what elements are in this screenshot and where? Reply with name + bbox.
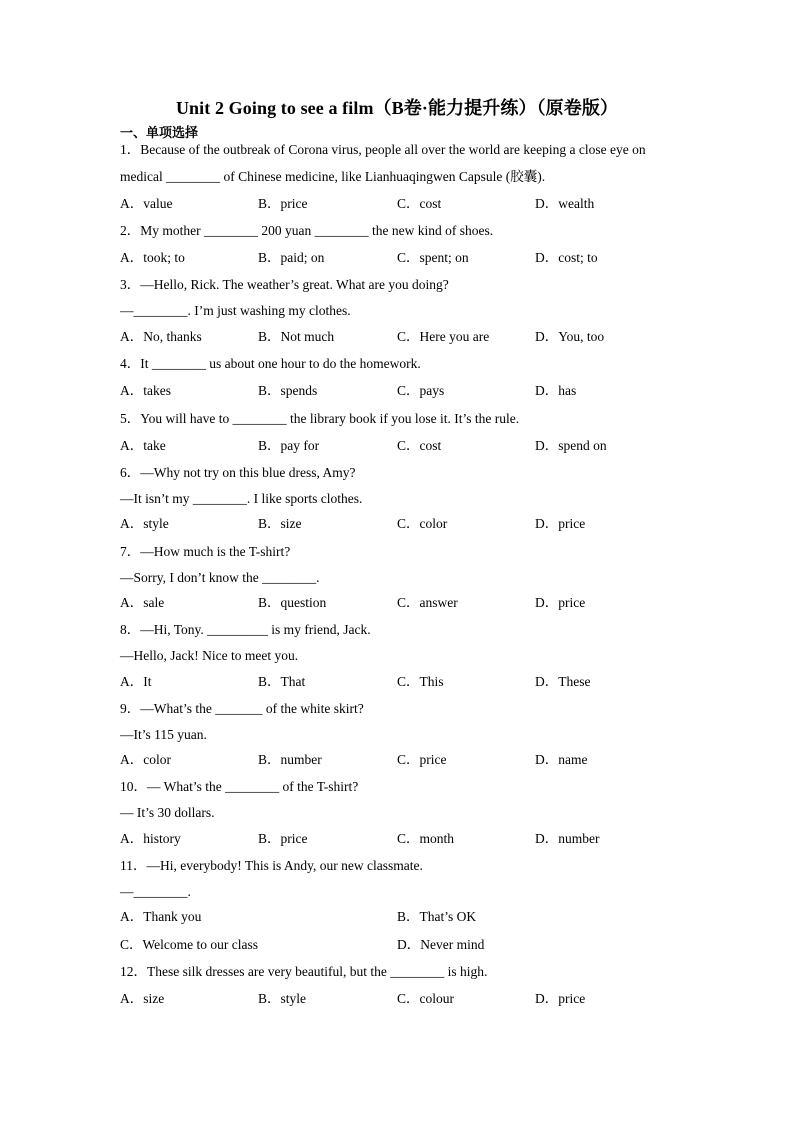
question-6-reply: —It isn’t my ________. I like sports clothes. (120, 491, 363, 506)
q7-option-a[interactable]: A．sale (120, 595, 165, 610)
q10-option-b[interactable]: B．price (258, 831, 308, 846)
q2-option-d[interactable]: D．cost; to (535, 250, 598, 265)
q1-option-a[interactable]: A．value (120, 196, 173, 211)
q3-option-a[interactable]: A．No, thanks (120, 329, 202, 344)
q7-option-d[interactable]: D．price (535, 595, 586, 610)
q4-option-b[interactable]: B．spends (258, 383, 318, 398)
q5-option-d[interactable]: D．spend on (535, 438, 607, 453)
q10-option-c[interactable]: C．month (397, 831, 455, 846)
q3-option-b[interactable]: B．Not much (258, 329, 335, 344)
q11-option-c[interactable]: C．Welcome to our class (120, 937, 259, 952)
q2-option-c[interactable]: C．spent; on (397, 250, 469, 265)
question-9-reply: —It’s 115 yuan. (120, 727, 207, 742)
question-1-stem: 1．Because of the outbreak of Corona virus, people all over the world are keeping a close eye on (120, 142, 646, 157)
q2-option-a[interactable]: A．took; to (120, 250, 185, 265)
q6-option-a[interactable]: A．style (120, 516, 169, 531)
q4-option-c[interactable]: C．pays (397, 383, 445, 398)
q4-option-d[interactable]: D．has (535, 383, 577, 398)
q10-option-a[interactable]: A．history (120, 831, 181, 846)
q12-option-a[interactable]: A．size (120, 991, 165, 1006)
q9-option-b[interactable]: B．number (258, 752, 322, 767)
q11-option-d[interactable]: D．Never mind (397, 937, 485, 952)
q1-option-c[interactable]: C．cost (397, 196, 442, 211)
question-7-stem: 7．—How much is the T-shirt? (120, 544, 291, 559)
q8-option-d[interactable]: D．These (535, 674, 591, 689)
q10-option-d[interactable]: D．number (535, 831, 600, 846)
q8-option-b[interactable]: B．That (258, 674, 306, 689)
q9-option-c[interactable]: C．price (397, 752, 447, 767)
question-8-reply: —Hello, Jack! Nice to meet you. (120, 648, 299, 663)
q12-option-d[interactable]: D．price (535, 991, 586, 1006)
question-7-reply: —Sorry, I don’t know the ________. (120, 570, 320, 585)
document-title: Unit 2 Going to see a film（B卷·能力提升练）（原卷版） (175, 98, 619, 118)
question-5-stem: 5．You will have to ________ the library book if you lose it. It’s the rule. (120, 411, 520, 426)
question-12-stem: 12．These silk dresses are very beautiful, but the ________ is high. (120, 964, 488, 979)
question-6-stem: 6．—Why not try on this blue dress, Amy? (120, 465, 356, 480)
q8-option-c[interactable]: C．This (397, 674, 444, 689)
question-10-reply: — It’s 30 dollars. (120, 805, 215, 820)
q9-option-d[interactable]: D．name (535, 752, 588, 767)
q12-option-c[interactable]: C．colour (397, 991, 454, 1006)
question-3-reply: —________. I’m just washing my clothes. (120, 303, 351, 318)
question-2-stem: 2．My mother ________ 200 yuan ________ the new kind of shoes. (120, 223, 494, 238)
q8-option-a[interactable]: A．It (120, 674, 152, 689)
q7-option-c[interactable]: C．answer (397, 595, 458, 610)
q11-option-a[interactable]: A．Thank you (120, 909, 202, 924)
section-heading: 一、单项选择 (120, 126, 199, 141)
q6-option-d[interactable]: D．price (535, 516, 586, 531)
question-11-reply: —________. (120, 884, 191, 899)
q1-option-d[interactable]: D．wealth (535, 196, 595, 211)
q5-option-a[interactable]: A．take (120, 438, 166, 453)
q5-option-b[interactable]: B．pay for (258, 438, 320, 453)
q11-option-b[interactable]: B．That’s OK (397, 909, 477, 924)
q5-option-c[interactable]: C．cost (397, 438, 442, 453)
q3-option-d[interactable]: D．You, too (535, 329, 605, 344)
q2-option-b[interactable]: B．paid; on (258, 250, 325, 265)
question-8-stem: 8．—Hi, Tony. _________ is my friend, Jack. (120, 622, 371, 637)
question-1-stem-cont: medical ________ of Chinese medicine, like Lianhuaqingwen Capsule (胶囊). (120, 169, 546, 184)
q3-option-c[interactable]: C．Here you are (397, 329, 490, 344)
q6-option-c[interactable]: C．color (397, 516, 448, 531)
question-4-stem: 4．It ________ us about one hour to do the homework. (120, 356, 421, 371)
question-3-stem: 3．—Hello, Rick. The weather’s great. What are you doing? (120, 277, 449, 292)
question-9-stem: 9．—What’s the _______ of the white skirt? (120, 701, 364, 716)
question-11-stem: 11．—Hi, everybody! This is Andy, our new classmate. (120, 858, 423, 873)
q1-option-b[interactable]: B．price (258, 196, 308, 211)
q4-option-a[interactable]: A．takes (120, 383, 171, 398)
q6-option-b[interactable]: B．size (258, 516, 302, 531)
q12-option-b[interactable]: B．style (258, 991, 307, 1006)
q9-option-a[interactable]: A．color (120, 752, 171, 767)
q7-option-b[interactable]: B．question (258, 595, 327, 610)
question-10-stem: 10．— What’s the ________ of the T-shirt? (120, 779, 359, 794)
